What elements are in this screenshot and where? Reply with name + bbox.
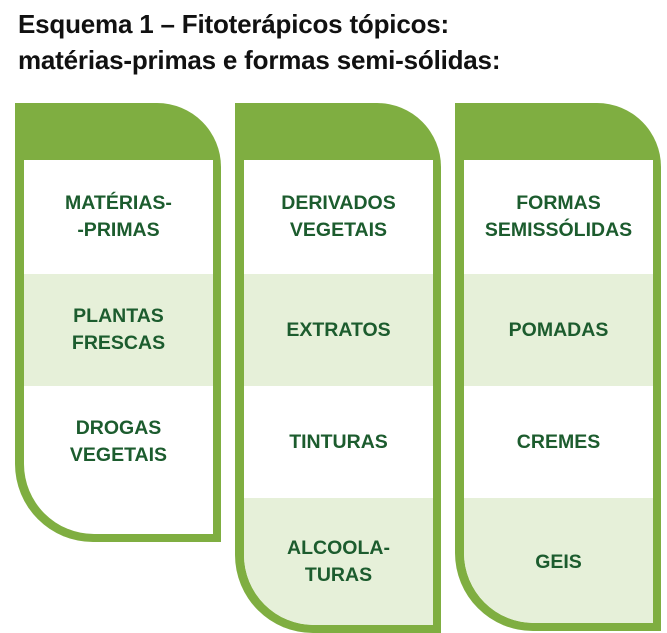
item-extratos: EXTRATOS xyxy=(244,274,433,386)
item-geis: GEIS xyxy=(464,498,653,623)
item-pomadas: POMADAS xyxy=(464,274,653,386)
column-header-materias-primas: MATÉRIAS- -PRIMAS xyxy=(65,192,172,241)
column-materias-primas-body xyxy=(24,160,213,534)
column-formas-semissolidas xyxy=(455,103,661,631)
column-derivados-vegetais-body xyxy=(244,160,433,625)
item-cremes: CREMES xyxy=(516,430,601,453)
diagram-title-line-2: matérias-primas e formas semi-sólidas: xyxy=(18,45,501,75)
column-formas-semissolidas-body xyxy=(464,160,653,623)
item-tinturas: TINTURAS xyxy=(289,430,388,453)
item-plantas-frescas: PLANTAS FRESCAS xyxy=(24,274,213,386)
diagram-title-line-1: Esquema 1 – Fitoterápicos tópicos: xyxy=(18,9,449,39)
column-header-formas-semissolidas: FORMAS SEMISSÓLIDAS xyxy=(484,192,633,241)
item-drogas-vegetais: DROGAS VEGETAIS xyxy=(69,417,168,466)
diagram-title xyxy=(18,6,500,78)
column-header-derivados-vegetais: DERIVADOS VEGETAIS xyxy=(281,192,396,241)
column-derivados-vegetais xyxy=(235,103,441,633)
item-alcoolaturas: ALCOOLA- TURAS xyxy=(244,498,433,625)
column-materias-primas xyxy=(15,103,221,542)
